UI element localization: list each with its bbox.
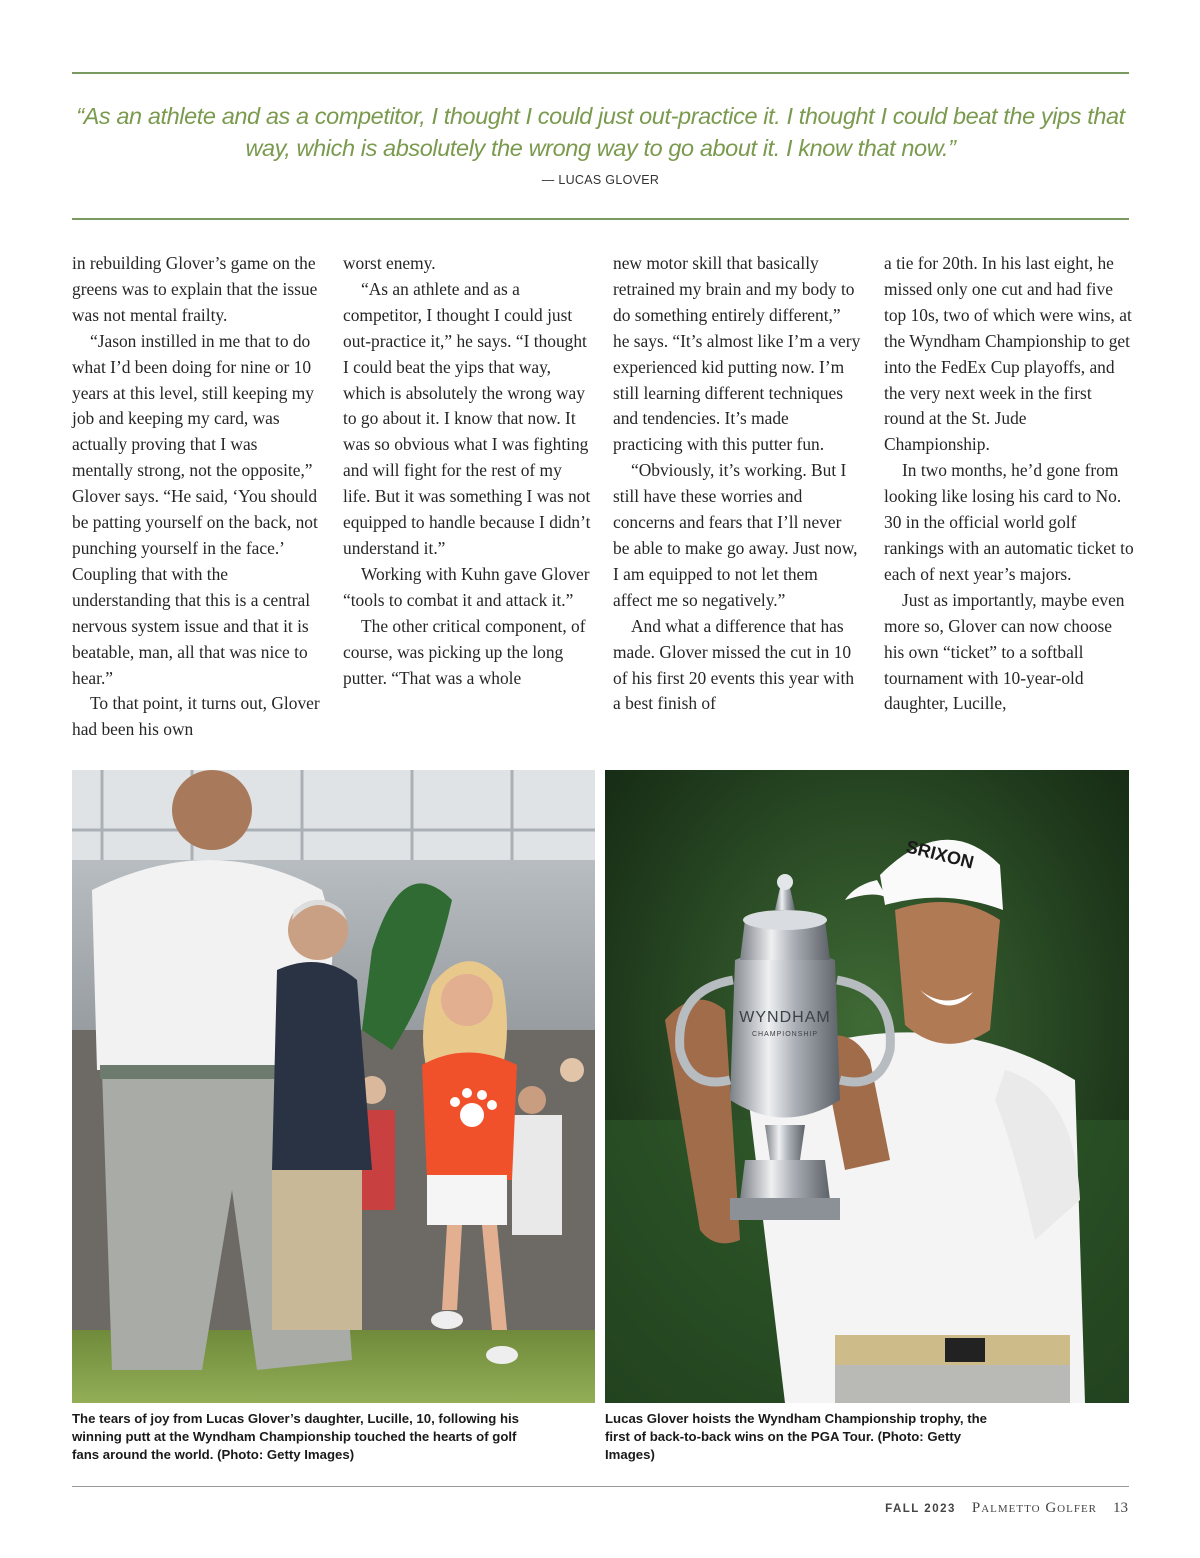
article-column-1 xyxy=(72,251,320,743)
paragraph: To that point, it turns out, Glover had been his own xyxy=(72,693,320,740)
page-footer xyxy=(885,1500,1128,1520)
paragraph: “As an athlete and as a competitor, I thought I could just out-practice it,” he says. “I thought I could beat the yips that way, which is absolutely the wrong way to go about it. I know that now. It was so obvious what I was fighting and will fight for the rest of my life. But it was something I was not equipped to handle because I didn’t understand it.” xyxy=(343,278,591,558)
paragraph: In two months, he’d gone from looking like losing his card to No. 30 in the official world golf rankings with an automatic ticket to each of next year’s majors. xyxy=(884,460,1134,584)
paragraph: Just as importantly, maybe even more so, Glover can now choose his own “ticket” to a softball tournament with 10-year-old daughter, Lucille, xyxy=(884,589,1125,714)
photo-trophy-illustration xyxy=(605,770,1129,1403)
pull-quote: “As an athlete and as a competitor, I thought I could just out-practice it. I thought I could beat the yips that way, which is absolutely the wrong way to go about it. I know that now.” xyxy=(76,103,1125,161)
photo-caption-right: Lucas Glover hoists the Wyndham Championship trophy, the first of back-to-back wins on the PGA Tour. (Photo: Getty Images) xyxy=(605,1411,987,1462)
photo-glover-trophy xyxy=(605,770,1129,1403)
article-column-2 xyxy=(343,251,591,691)
footer-magazine-title: Palmetto Golfer xyxy=(971,1500,1097,1516)
paragraph: “Jason instilled in me that to do what I’d been doing for nine or 10 years at this level, still keeping my job and keeping my card, was actually proving that I was mentally strong, not the opposite,” Glover says. “He said, ‘You should be patting yourself on the back, not punching yourself in the face.’ Coupling that with the understanding that this is a central nervous system issue and that it is beatable, man, all that was nice to hear.” xyxy=(72,330,318,688)
top-rule xyxy=(72,72,1129,74)
article-column-3 xyxy=(613,251,861,717)
paragraph: in rebuilding Glover’s game on the greens was to explain that the issue was not mental frailty. xyxy=(72,253,318,325)
paragraph: new motor skill that basically retrained my brain and my body to do something entirely different,” he says. “It’s almost like I’m a very experienced kid putting now. I’m still learning different techniques and tendencies. It’s made practicing with this putter fun. xyxy=(613,253,861,455)
footer-rule xyxy=(72,1486,1129,1487)
paragraph: The other critical component, of course, was picking up the long putter. “That was a whole xyxy=(343,615,586,688)
photo-caption-left: The tears of joy from Lucas Glover’s daughter, Lucille, 10, following his winning putt at the Wyndham Championship touched the hearts of golf fans around the world. (Photo: Getty Images) xyxy=(72,1411,520,1462)
page-number: 13 xyxy=(1113,1500,1128,1516)
paragraph: Working with Kuhn gave Glover “tools to combat it and attack it.” xyxy=(343,563,590,610)
photo-daughter-illustration xyxy=(72,770,595,1403)
cap-logo: SRIXON xyxy=(904,836,976,873)
trophy-engraving: WYNDHAM xyxy=(739,1009,831,1026)
paragraph: “Obviously, it’s working. But I still have these worries and concerns and fears that I’ll never be able to make go away. Just now, I am equipped to not let them affect me so negatively.” xyxy=(613,460,858,610)
trophy-engraving-sub: CHAMPIONSHIP xyxy=(751,1031,819,1038)
paragraph: a tie for 20th. In his last eight, he missed only one cut and had five top 10s, two of which were wins, at the Wyndham Championship to get into the FedEx Cup playoffs, and the very next week in the first round at the St. Jude Championship. xyxy=(884,253,1132,455)
paragraph: And what a difference that has made. Glover missed the cut in 10 of his first 20 events this year with a best finish of xyxy=(613,615,855,714)
footer-season: FALL 2023 xyxy=(885,1503,956,1515)
photo-daughter-celebration xyxy=(72,770,595,1403)
paragraph: worst enemy. xyxy=(343,253,436,273)
pull-quote-attribution: — LUCAS GLOVER xyxy=(541,173,660,187)
bottom-rule xyxy=(72,218,1129,220)
article-column-4 xyxy=(884,251,1134,717)
